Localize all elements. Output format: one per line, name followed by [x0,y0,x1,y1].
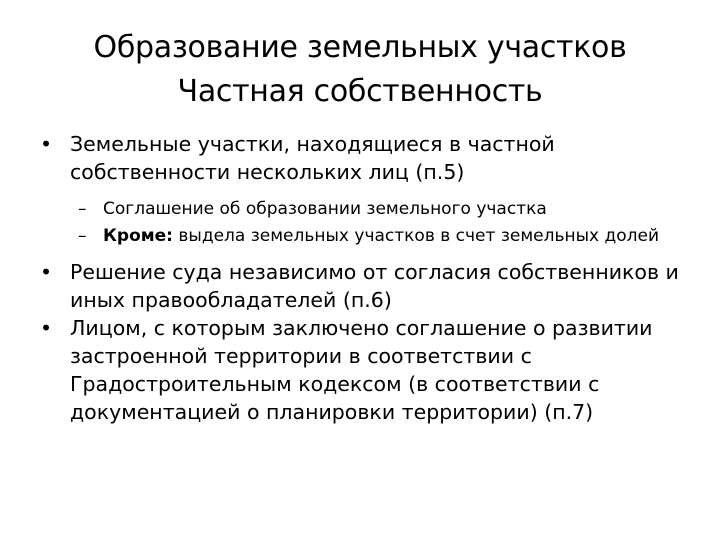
sub-bullet-text: выдела земельных участков в счет земельных долей [172,226,660,246]
title-line-1: Образование земельных участков [93,30,627,65]
sub-bullet-item [0,198,720,221]
bullet-marker: • [40,260,53,284]
bullet-text: Решение суда независимо от согласия собственников и иных правообладателей (п.6) [70,260,679,312]
sub-bullet-text: Соглашение об образовании земельного участка [103,199,547,219]
sub-bullet-marker: – [78,226,87,246]
bullet-item [0,258,720,314]
title-line-2: Частная собственность [177,74,543,109]
sub-bullet-bold-prefix: Кроме: [103,226,173,246]
sub-bullet-marker: – [78,199,87,219]
bullet-marker: • [40,132,53,156]
bullet-text: Лицом, с которым заключено соглашение о развитии застроенной территории в соответствии с Градостроительным кодексом (в соответствии с документацией о планировки территории) (п.7) [70,316,653,424]
slide-title [40,26,680,114]
bullet-marker: • [40,316,53,340]
bullet-list [0,130,720,426]
bullet-text: Земельные участки, находящиеся в частной собственности нескольких лиц (п.5) [70,132,555,184]
bullet-item [0,314,720,426]
bullet-item [0,130,720,186]
sub-bullet-item [0,225,720,248]
